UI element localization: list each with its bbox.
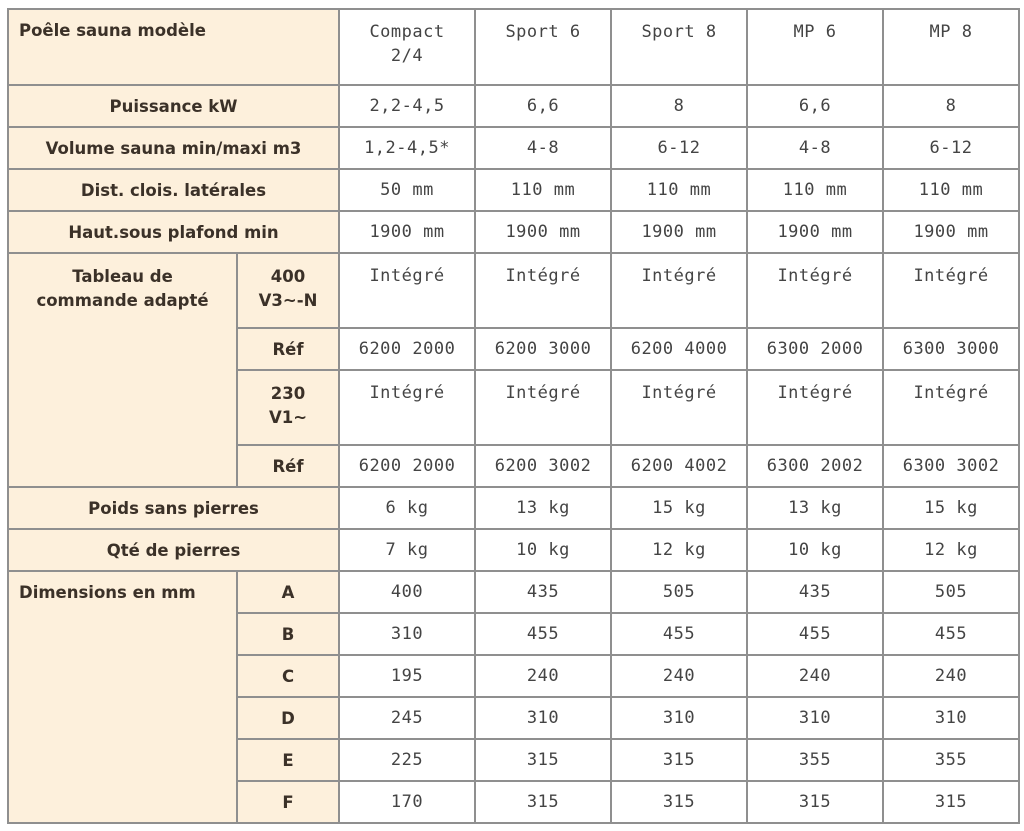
sub-label-c: C — [237, 655, 339, 697]
cell: 13 kg — [475, 487, 611, 529]
model-header-mp6: MP 6 — [747, 9, 883, 85]
cell: Intégré — [475, 370, 611, 445]
cell: 455 — [611, 613, 747, 655]
cell: Intégré — [747, 370, 883, 445]
cell: 170 — [339, 781, 475, 823]
cell: 110 mm — [883, 169, 1019, 211]
sub-label-e: E — [237, 739, 339, 781]
cell: 13 kg — [747, 487, 883, 529]
cell: 110 mm — [747, 169, 883, 211]
cell: 7 kg — [339, 529, 475, 571]
cell: 6300 2002 — [747, 445, 883, 487]
sub-label-ref: Réf — [237, 445, 339, 487]
cell: 315 — [747, 781, 883, 823]
cell: 1900 mm — [339, 211, 475, 253]
cell: 6200 3002 — [475, 445, 611, 487]
cell: 1900 mm — [883, 211, 1019, 253]
cell: 6 kg — [339, 487, 475, 529]
cell: 6200 2000 — [339, 328, 475, 370]
cell: 1900 mm — [747, 211, 883, 253]
cell: 310 — [339, 613, 475, 655]
cell: 355 — [883, 739, 1019, 781]
cell: 2,2-4,5 — [339, 85, 475, 127]
cell: 15 kg — [611, 487, 747, 529]
cell: Intégré — [611, 370, 747, 445]
cell: 315 — [611, 739, 747, 781]
cell: 110 mm — [611, 169, 747, 211]
cell: Intégré — [475, 253, 611, 328]
cell: 8 — [611, 85, 747, 127]
cell: 315 — [883, 781, 1019, 823]
cell: Intégré — [339, 370, 475, 445]
row-label: Poids sans pierres — [8, 487, 339, 529]
cell: 8 — [883, 85, 1019, 127]
cell: 6200 3000 — [475, 328, 611, 370]
cell: 6300 2000 — [747, 328, 883, 370]
cell: Intégré — [747, 253, 883, 328]
row-label-dimensions: Dimensions en mm — [8, 571, 237, 823]
row-label: Qté de pierres — [8, 529, 339, 571]
cell: 15 kg — [883, 487, 1019, 529]
header-label: Poêle sauna modèle — [8, 9, 339, 85]
cell: 240 — [883, 655, 1019, 697]
model-header-compact: Compact 2/4 — [339, 9, 475, 85]
cell: 6300 3000 — [883, 328, 1019, 370]
cell: 310 — [475, 697, 611, 739]
cell: 240 — [611, 655, 747, 697]
row-hauteur — [8, 211, 1019, 253]
cell: 310 — [747, 697, 883, 739]
sub-label-230v: 230 V1~ — [237, 370, 339, 445]
row-volume — [8, 127, 1019, 169]
cell: 245 — [339, 697, 475, 739]
cell: 12 kg — [883, 529, 1019, 571]
row-poids — [8, 487, 1019, 529]
row-pierres — [8, 529, 1019, 571]
cell: 6,6 — [747, 85, 883, 127]
sub-label-f: F — [237, 781, 339, 823]
cell: Intégré — [611, 253, 747, 328]
row-label-tableau: Tableau de commande adapté — [8, 253, 237, 487]
cell: 50 mm — [339, 169, 475, 211]
model-header-sport6: Sport 6 — [475, 9, 611, 85]
cell: 435 — [475, 571, 611, 613]
cell: 6-12 — [611, 127, 747, 169]
cell: 12 kg — [611, 529, 747, 571]
cell: 315 — [611, 781, 747, 823]
cell: 4-8 — [747, 127, 883, 169]
cell: 6200 4000 — [611, 328, 747, 370]
sub-label-d: D — [237, 697, 339, 739]
cell: 10 kg — [747, 529, 883, 571]
cell: Intégré — [339, 253, 475, 328]
model-header-sport8: Sport 8 — [611, 9, 747, 85]
cell: Intégré — [883, 253, 1019, 328]
cell: 455 — [883, 613, 1019, 655]
sauna-stove-spec-table — [7, 8, 1020, 824]
cell: 315 — [475, 781, 611, 823]
sub-label-ref: Réf — [237, 328, 339, 370]
cell: 110 mm — [475, 169, 611, 211]
cell: 6-12 — [883, 127, 1019, 169]
row-label: Haut.sous plafond min — [8, 211, 339, 253]
cell: 455 — [475, 613, 611, 655]
cell: 400 — [339, 571, 475, 613]
cell: 435 — [747, 571, 883, 613]
row-tableau-400v — [8, 253, 1019, 328]
cell: 6300 3002 — [883, 445, 1019, 487]
cell: 355 — [747, 739, 883, 781]
sub-label-400v: 400 V3~-N — [237, 253, 339, 328]
cell: 310 — [611, 697, 747, 739]
row-label: Volume sauna min/maxi m3 — [8, 127, 339, 169]
sub-label-b: B — [237, 613, 339, 655]
cell: 455 — [747, 613, 883, 655]
row-distance — [8, 169, 1019, 211]
cell: 6,6 — [475, 85, 611, 127]
cell: 1,2-4,5* — [339, 127, 475, 169]
cell: 1900 mm — [611, 211, 747, 253]
cell: 10 kg — [475, 529, 611, 571]
cell: 240 — [475, 655, 611, 697]
cell: 6200 2000 — [339, 445, 475, 487]
header-row — [8, 9, 1019, 85]
row-dim-a — [8, 571, 1019, 613]
cell: 240 — [747, 655, 883, 697]
model-header-mp8: MP 8 — [883, 9, 1019, 85]
row-label: Dist. clois. latérales — [8, 169, 339, 211]
cell: 505 — [611, 571, 747, 613]
cell: 505 — [883, 571, 1019, 613]
cell: 225 — [339, 739, 475, 781]
sub-label-a: A — [237, 571, 339, 613]
cell: 195 — [339, 655, 475, 697]
cell: 1900 mm — [475, 211, 611, 253]
row-label: Puissance kW — [8, 85, 339, 127]
row-puissance — [8, 85, 1019, 127]
cell: Intégré — [883, 370, 1019, 445]
cell: 4-8 — [475, 127, 611, 169]
cell: 310 — [883, 697, 1019, 739]
cell: 315 — [475, 739, 611, 781]
cell: 6200 4002 — [611, 445, 747, 487]
